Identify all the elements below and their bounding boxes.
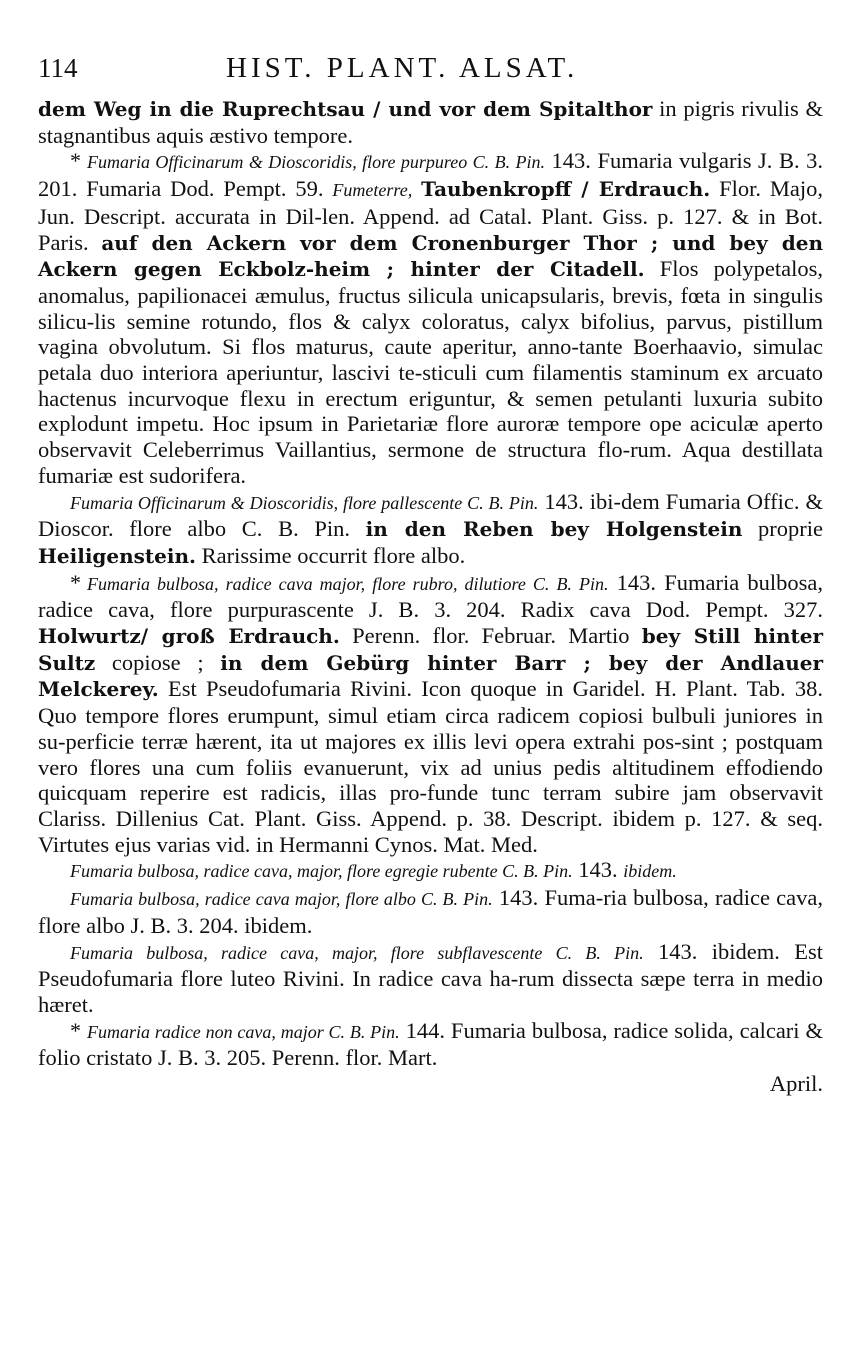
paragraph	[38, 1018, 823, 1071]
document-page	[38, 52, 823, 1097]
text-run: 143. ibidem. Est Pseudofumaria flore luteo Rivini. In radice cava ha-rum dissecta sæpe terra in medio hæret.	[38, 938, 824, 1017]
text-run: 143. Fumaria vulgaris J. B. 3. 201. Fumaria Dod. Pempt. 59.	[38, 148, 823, 202]
german-blackletter-text: in dem Gebürg hinter Barr ; bey der Andlauer Melckerey.	[38, 650, 823, 702]
asterisk-marker: *	[70, 569, 81, 595]
text-run: proprie	[742, 516, 823, 542]
catchword: April.	[769, 1071, 823, 1097]
german-blackletter-text: bey Still hinter Sultz	[38, 624, 823, 675]
latin-name-italic: ibidem.	[623, 861, 677, 882]
page-number: 114	[38, 53, 78, 83]
paragraph	[38, 885, 823, 938]
text-run: 144. Fumaria bulbosa, radice solida, calcari & folio cristato J. B. 3. 205. Perenn. flor. Mart.	[38, 1017, 823, 1071]
latin-name-italic: Fumaria radice non cava, major C. B. Pin.	[87, 1021, 400, 1042]
latin-name-italic: Fumaria Officinarum & Dioscoridis, flore purpureo C. B. Pin.	[87, 152, 545, 173]
text-run: Rarissime occurrit flore albo.	[196, 542, 466, 568]
paragraph	[38, 939, 823, 1018]
paragraph	[38, 96, 823, 148]
text-run: 143. Fuma-ria bulbosa, radice cava, flore albo J. B. 3. 204. ibidem.	[38, 885, 823, 938]
text-run: Perenn. flor. Februar. Martio	[339, 623, 642, 649]
body-text	[38, 96, 823, 1071]
german-blackletter-text: auf den Ackern vor dem Cronenburger Thor ; und bey den Ackern gegen Eckbolz-heim ; hinter der Citadell.	[38, 230, 823, 282]
text-run: Flor. Majo, Jun. Descript. accurata in Dil-len. Append. ad Catal. Plant. Giss. p. 127. & in Bot. Paris.	[38, 176, 824, 255]
text-run: in pigris rivulis & stagnantibus aquis æstivo tempore.	[38, 96, 823, 148]
text-run: 143.	[572, 857, 624, 883]
running-title: HIST. PLANT. ALSAT.	[226, 52, 579, 84]
paragraph	[38, 148, 823, 488]
latin-name-italic: Fumeterre,	[332, 180, 413, 201]
asterisk-marker: *	[70, 1017, 81, 1043]
asterisk-marker: *	[70, 148, 81, 174]
paragraph	[38, 857, 823, 885]
german-blackletter-text: Holwurtz/ groß Erdrauch.	[38, 624, 340, 649]
german-blackletter-text: dem Weg in die Ruprechtsau / und vor dem Spitalthor	[38, 97, 653, 121]
text-run: copiose ;	[95, 649, 221, 675]
paragraph	[38, 489, 823, 570]
german-blackletter-text: Heiligenstein.	[38, 543, 196, 568]
latin-name-italic: Fumaria bulbosa, radice cava, major, flore egregie rubente C. B. Pin.	[70, 861, 573, 882]
german-blackletter-text: in den Reben bey Holgenstein	[365, 517, 743, 542]
text-run: 143. ibi-dem Fumaria Offic. & Dioscor. flore albo C. B. Pin.	[38, 488, 824, 542]
text-run: 143. Fumaria bulbosa, radice cava, flore purpurascente J. B. 3. 204. Radix cava Dod. Pempt. 327.	[38, 569, 823, 623]
latin-name-italic: Fumaria Officinarum & Dioscoridis, flore pallescente C. B. Pin.	[70, 492, 539, 513]
latin-name-italic: Fumaria bulbosa, radice cava major, flore albo C. B. Pin.	[70, 889, 493, 910]
text-run	[412, 176, 421, 201]
paragraph	[38, 570, 823, 858]
german-blackletter-text: Taubenkropff / Erdrauch.	[421, 177, 711, 202]
page-header	[38, 52, 823, 96]
text-run: Flos polypetalos, anomalus, papilionacei æmulus, fructus silicula unicapsularis, brevis, fœta in singulis silicu-lis semine rotundo, flos & calyx coloratus, calyx bifolius, parvus, pistillum vagina obvolutum. Si flos maturus, caute aperitur, anno-tante Boerhaavio, simulac petala duo interiora aperiuntur, lascivi te-sticuli cum filamentis staminum ex arcuato hactenus incurvoque flexu in erectum eriguntur, & semen petulanti luxuria subito explodunt impetu. Hoc ipsum in Parietariæ flore auroræ tempore ope aciculæ aperto observavit Celeberrimus Vaillantius, sermone de structura flo-rum. Aqua destillata fumariæ est sudorifera.	[38, 256, 823, 488]
text-run: Est Pseudofumaria Rivini. Icon quoque in Garidel. H. Plant. Tab. 38. Quo tempore flores erumpunt, simul etiam circa radicem copiosi bulbuli juniores in su-perficie terræ hærent, ita ut majores ex illis levi opera extrahi pos-sint ; postquam vero flores una cum foliis evanuerunt, vix ad unius pedis altitudinem effodiendo quicquam reperire est radicis, illas pro-funde tunc terram subire jam observavit Clariss. Dillenius Cat. Plant. Giss. Append. p. 38. Descript. ibidem p. 127. & seq. Virtutes ejus varias vid. in Hermanni Cynos. Mat. Med.	[38, 676, 823, 857]
latin-name-italic: Fumaria bulbosa, radice cava, major, flore subflavescente C. B. Pin.	[70, 942, 644, 963]
latin-name-italic: Fumaria bulbosa, radice cava major, flore rubro, dilutiore C. B. Pin.	[87, 573, 609, 594]
